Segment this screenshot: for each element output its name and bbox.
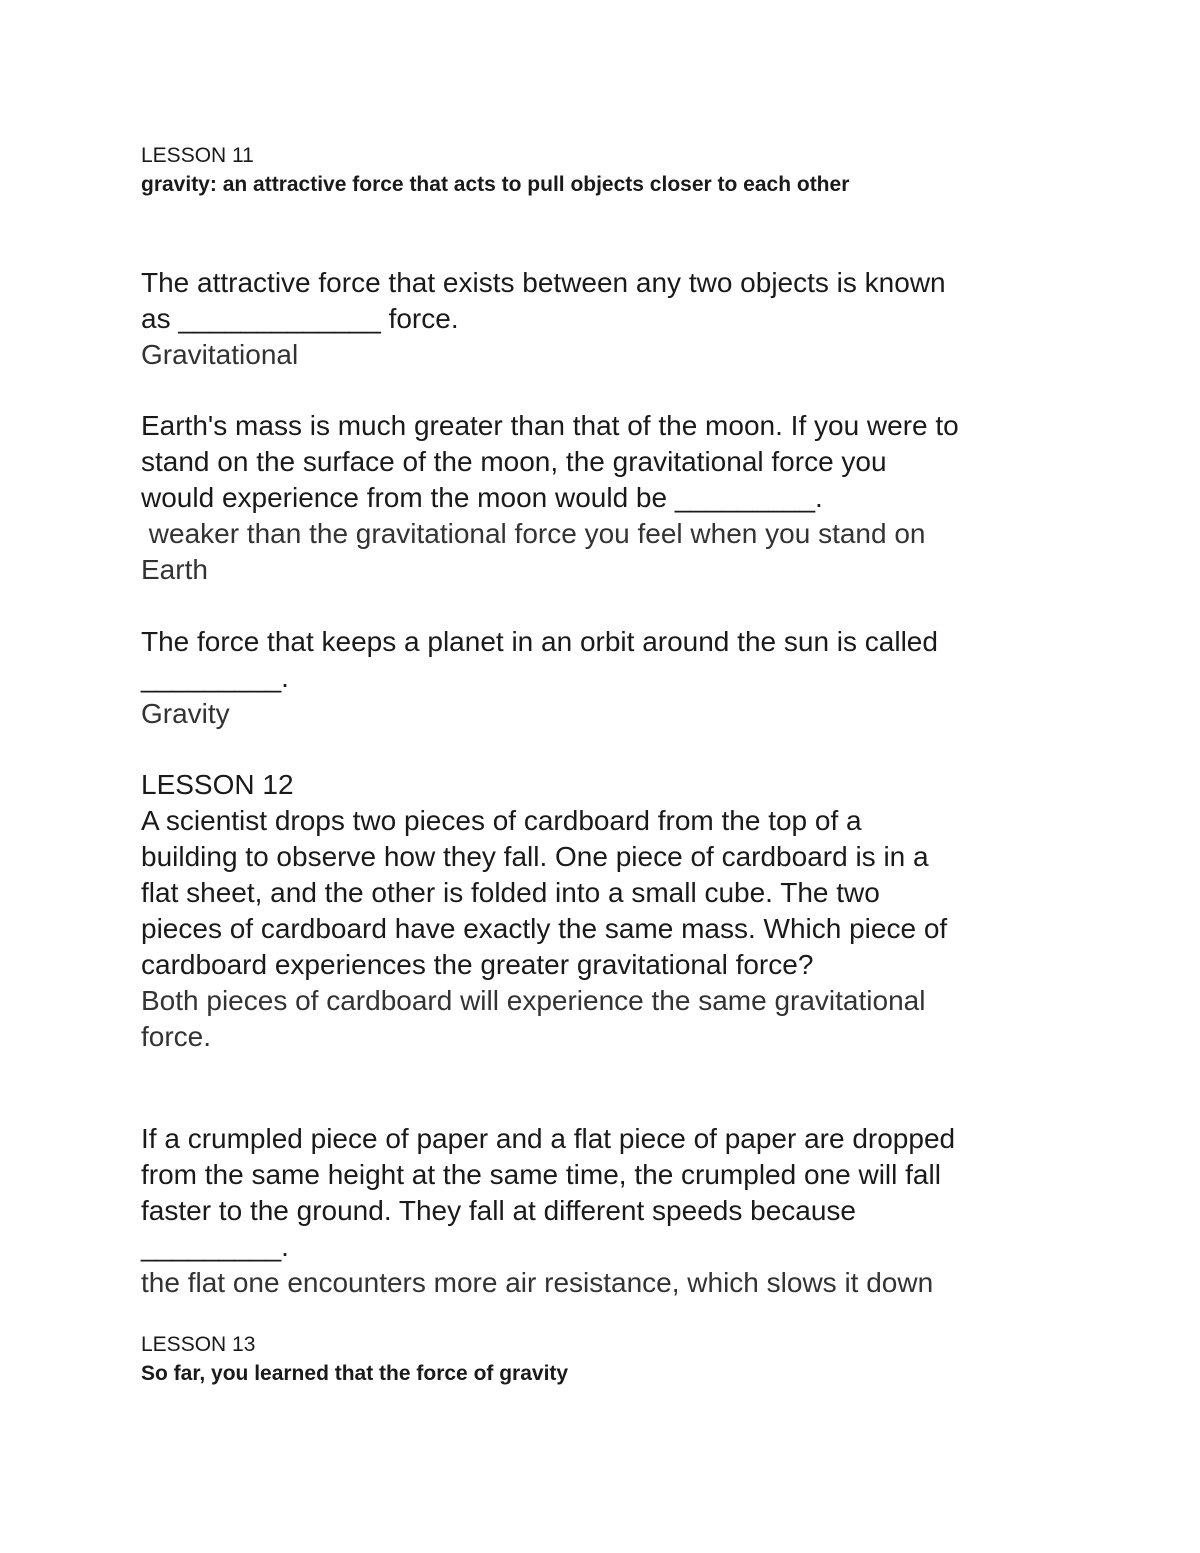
question-line: cardboard experiences the greater gravitational force? (141, 949, 814, 980)
lesson-11-heading: LESSON 11 (141, 144, 254, 167)
answer-text: Both pieces of cardboard will experience the same gravitational (141, 985, 926, 1016)
question-line: The force that keeps a planet in an orbit around the sun is called (141, 626, 938, 657)
question-line: _________. (141, 1231, 289, 1262)
answer-text: the flat one encounters more air resistance, which slows it down (141, 1267, 934, 1298)
question-line: faster to the ground. They fall at different speeds because (141, 1195, 856, 1226)
answer-text: Earth (141, 554, 208, 585)
question-line: The attractive force that exists between any two objects is known (141, 267, 946, 298)
definition-text: an attractive force that acts to pull objects closer to each other (216, 173, 850, 196)
lesson-13-text: So far, you learned that the force of gravity (141, 1362, 569, 1385)
question-orbit-force (141, 624, 938, 732)
gravity-definition (141, 170, 849, 200)
answer-text: weaker than the gravitational force you feel when you stand on (141, 518, 926, 549)
question-crumpled-paper (141, 1121, 955, 1301)
question-line: A scientist drops two pieces of cardboard from the top of a (141, 805, 862, 836)
question-line: pieces of cardboard have exactly the same mass. Which piece of (141, 913, 948, 944)
answer-text: Gravitational (141, 339, 299, 370)
lesson-12-heading: LESSON 12 (141, 769, 294, 800)
question-line: as _____________ force. (141, 303, 459, 334)
lesson-13-heading: LESSON 13 (141, 1333, 256, 1356)
question-moon-gravity (141, 408, 959, 588)
question-line: _________. (141, 662, 289, 693)
question-line: building to observe how they fall. One piece of cardboard is in a (141, 841, 929, 872)
question-line: If a crumpled piece of paper and a flat piece of paper are dropped (141, 1123, 956, 1154)
answer-text: Gravity (141, 698, 230, 729)
question-line: flat sheet, and the other is folded into a small cube. The two (141, 877, 880, 908)
definition-term: gravity: (141, 173, 217, 196)
question-line: Earth's mass is much greater than that of the moon. If you were to (141, 410, 959, 441)
question-line: would experience from the moon would be _________. (141, 482, 823, 513)
question-line: from the same height at the same time, the crumpled one will fall (141, 1159, 941, 1190)
question-line: stand on the surface of the moon, the gravitational force you (141, 446, 887, 477)
lesson-12-section (141, 767, 947, 1055)
question-gravitational-force (141, 265, 946, 373)
answer-text: force. (141, 1021, 212, 1052)
